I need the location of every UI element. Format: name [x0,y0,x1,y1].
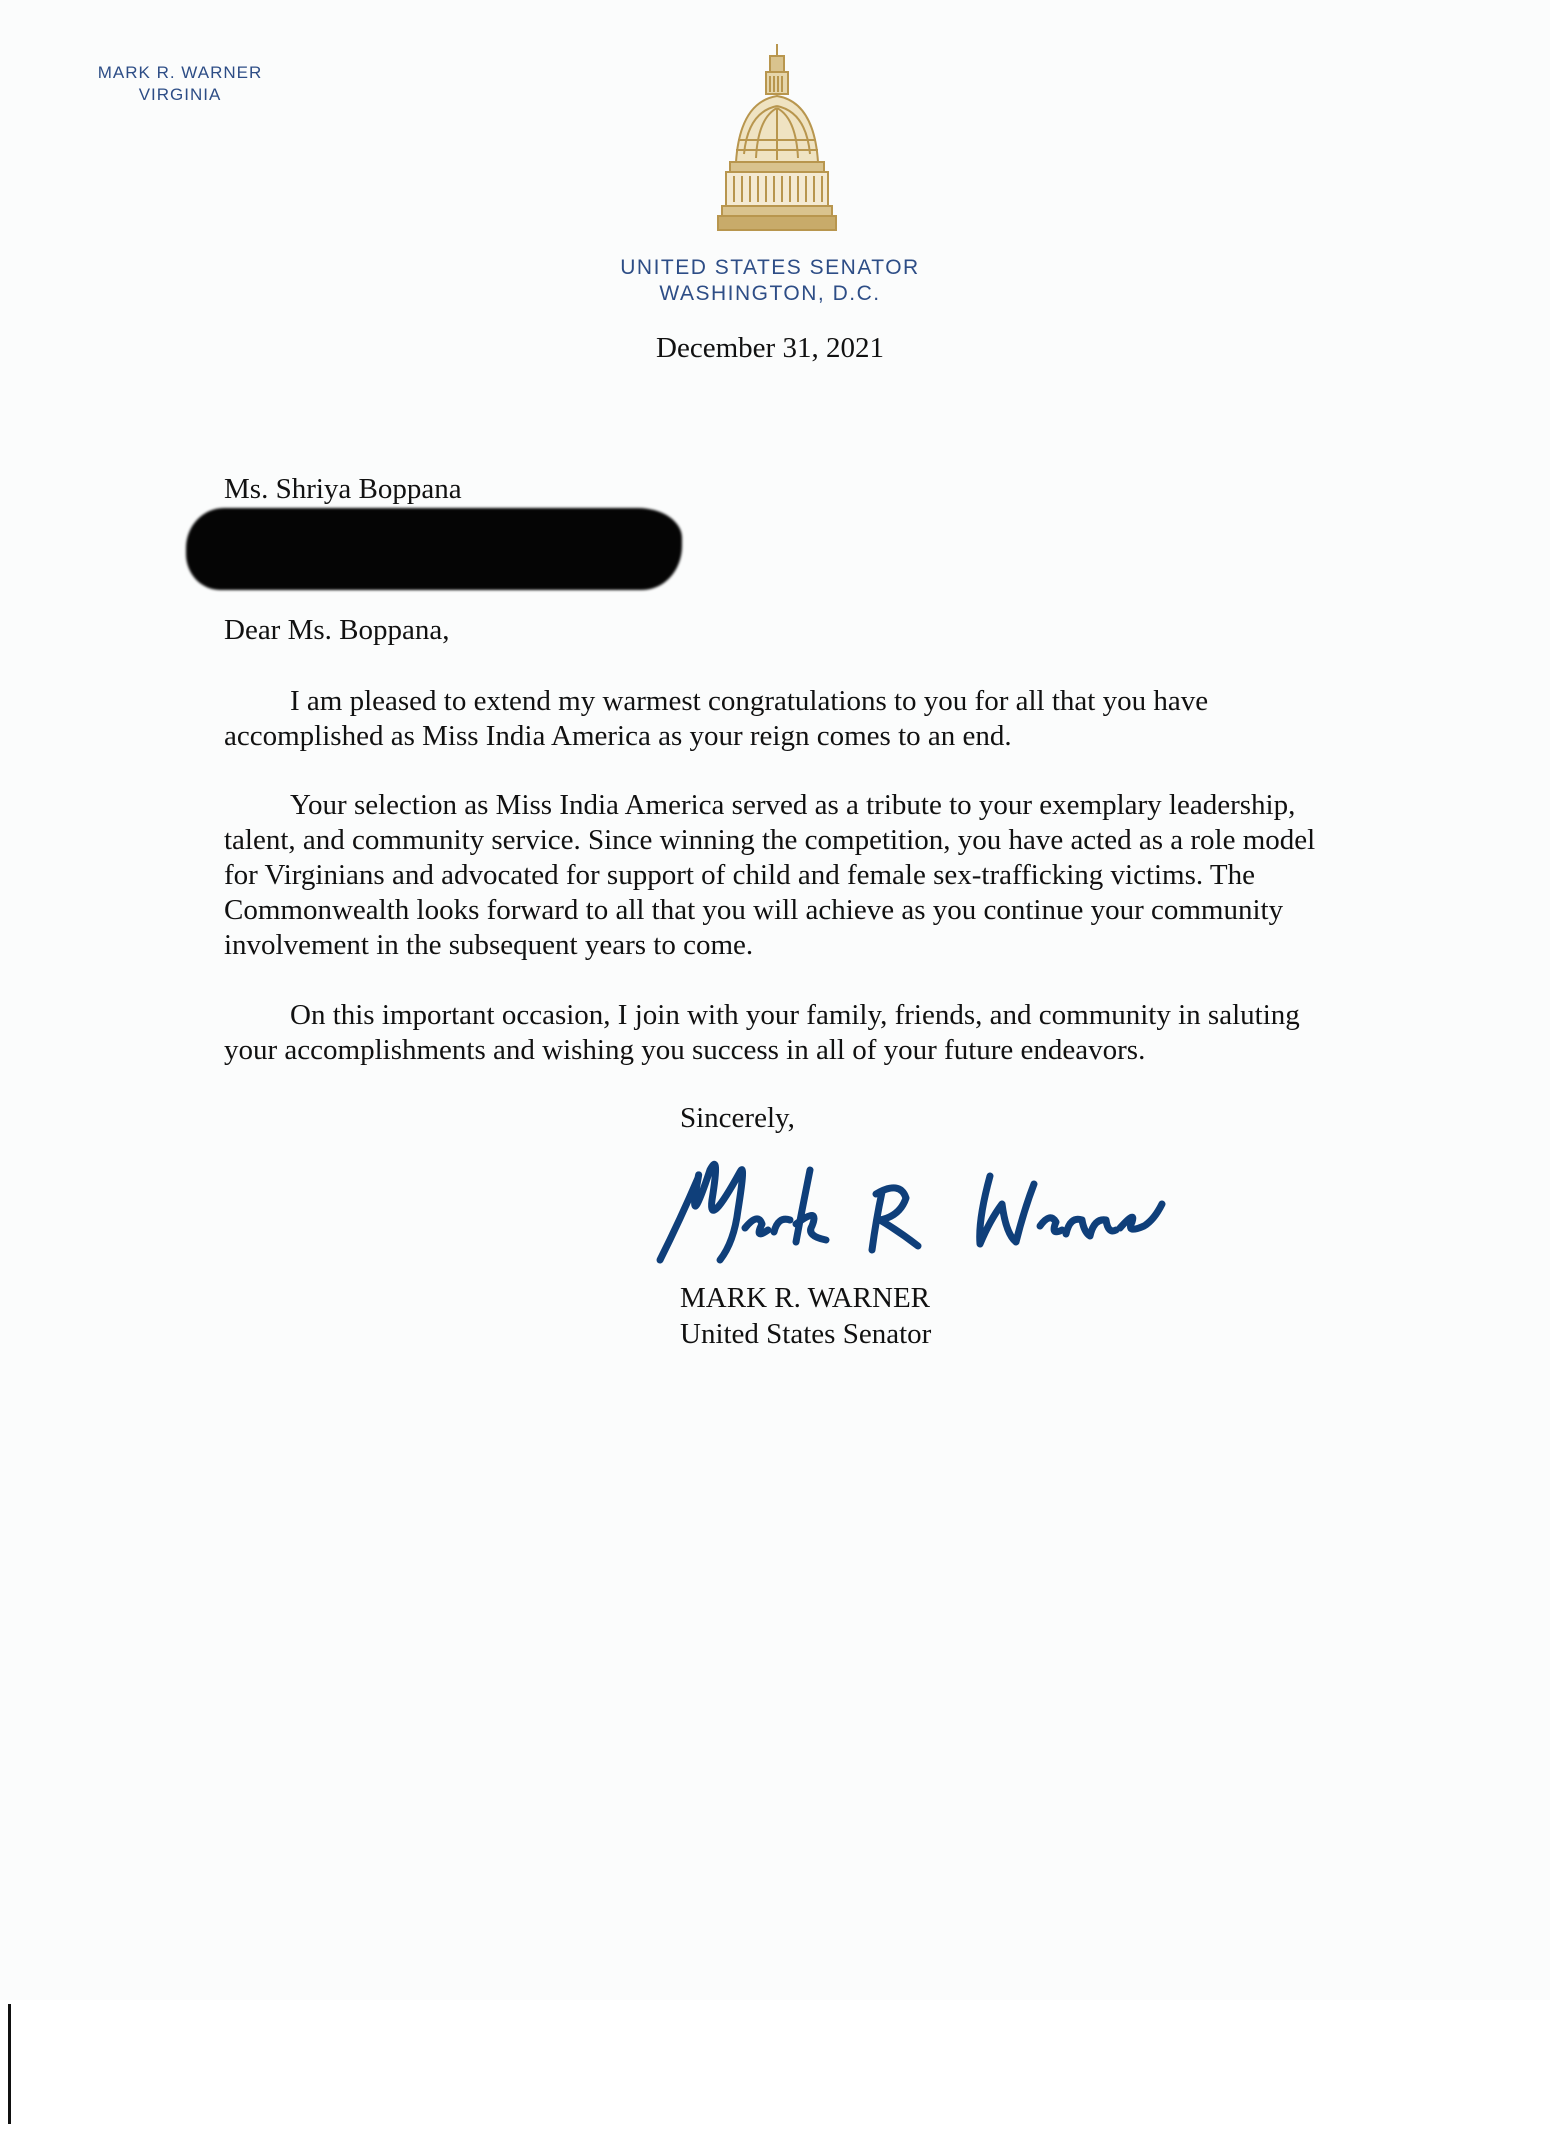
letterhead-location: WASHINGTON, D.C. [659,282,881,305]
salutation: Dear Ms. Boppana, [224,614,450,646]
letter-date: December 31, 2021 [656,332,884,364]
letterhead-senator-block [70,62,290,106]
letterhead-office: UNITED STATES SENATOR [620,256,920,279]
address-redaction-mark [186,508,682,590]
body-paragraph-2 [224,788,1334,963]
body-paragraph-1 [224,684,1334,754]
signatory-name: MARK R. WARNER [680,1282,931,1314]
signatory-title: United States Senator [680,1318,932,1350]
signatory-block [680,1280,931,1352]
letterhead-name: MARK R. WARNER [97,63,263,82]
handwritten-signature [650,1150,1170,1280]
closing: Sincerely, [680,1102,795,1134]
capitol-dome-seal-icon [712,42,842,234]
recipient-name: Ms. Shriya Boppana [224,473,462,505]
paragraph-text: On this important occasion, I join with your family, friends, and community in saluting your accomplishments and wishing you success in all of your future endeavors. [224,999,1300,1066]
letterhead-state: VIRGINIA [138,85,222,104]
letterhead-office-block [560,255,980,307]
scan-edge-line [8,2004,11,2124]
paragraph-text: I am pleased to extend my warmest congratulations to you for all that you have accomplished as Miss India America as your reign comes to an end. [224,685,1209,752]
paragraph-text: Your selection as Miss India America served as a tribute to your exemplary leadership, talent, and community service. Since winning the competition, you have acted as a role model for Virginians and advocated for support of child and female sex-trafficking victims. The Commonwealth looks forward to all that you will achieve as you continue your community involvement in the subsequent years to come. [224,789,1316,961]
body-paragraph-3 [224,998,1334,1068]
